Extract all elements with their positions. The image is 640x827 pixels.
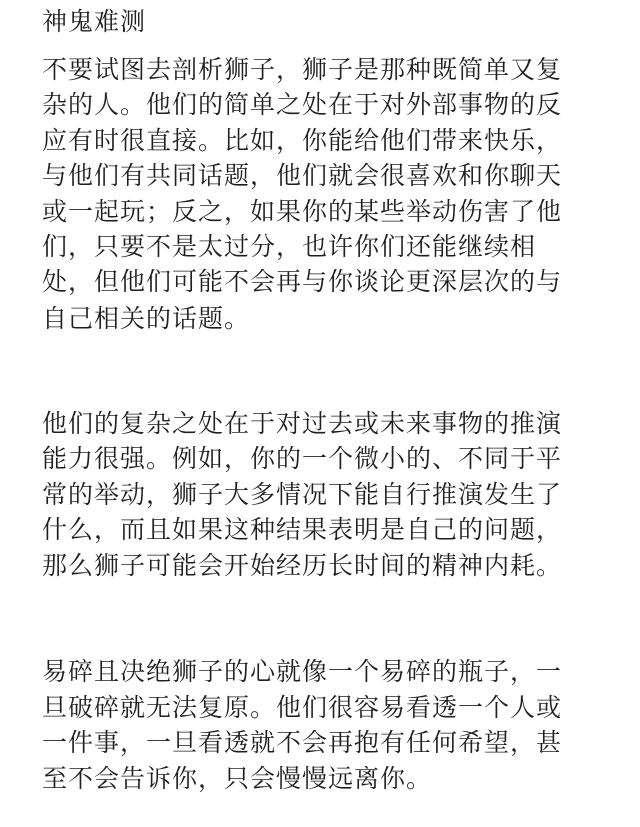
text-line: 至不会告诉你，只会慢慢远离你。: [42, 764, 433, 793]
text-line: 神鬼难测: [42, 7, 147, 36]
text-line: 能力很强。例如，你的一个微小的、不同于平: [42, 444, 563, 473]
text-line: 易碎且决绝狮子的心就像一个易碎的瓶子，一: [42, 657, 563, 686]
text-line: 那么狮子可能会开始经历长时间的精神内耗。: [42, 551, 563, 580]
text-line: 或一起玩；反之，如果你的某些举动伤害了他: [42, 197, 563, 226]
text-line: 们，只要不是太过分，也许你们还能继续相: [42, 232, 537, 261]
text-line: 处，但他们可能不会再与你谈论更深层次的与: [42, 267, 563, 296]
text-line: 常的举动，狮子大多情况下能自行推演发生了: [42, 480, 563, 509]
text-line: 与他们有共同话题，他们就会很喜欢和你聊天: [42, 161, 563, 190]
text-line: 应有时很直接。比如，你能给他们带来快乐，: [42, 126, 563, 155]
text-line: 杂的人。他们的简单之处在于对外部事物的反: [42, 90, 563, 119]
text-line: 不要试图去剖析狮子，狮子是那种既简单又复: [42, 55, 563, 84]
text-line: 旦破碎就无法复原。他们很容易看透一个人或: [42, 693, 563, 722]
text-line: 一件事，一旦看透就不会再抱有任何希望，甚: [42, 728, 563, 757]
text-line: 自己相关的话题。: [42, 304, 251, 333]
text-line: 他们的复杂之处在于对过去或未来事物的推演: [42, 409, 563, 438]
text-line: 什么，而且如果这种结果表明是自己的问题，: [42, 515, 563, 544]
